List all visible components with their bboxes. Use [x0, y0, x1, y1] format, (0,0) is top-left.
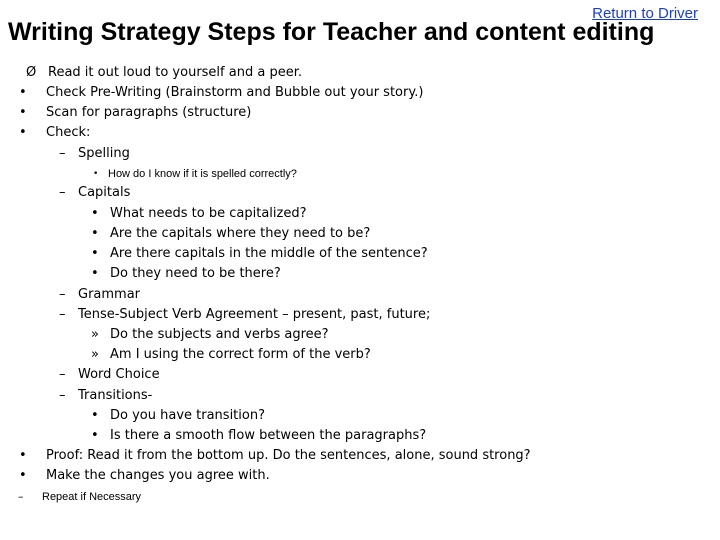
dash-icon: –	[59, 185, 66, 200]
return-to-driver-link[interactable]: Return to Driver	[592, 5, 698, 22]
list-item-text: Word Choice	[78, 367, 160, 382]
list-item-text: Capitals	[78, 185, 131, 200]
bullet-icon: •	[91, 246, 99, 261]
dash-icon: –	[59, 388, 66, 403]
bullet-icon: •	[19, 448, 27, 463]
bullet-icon: •	[19, 105, 27, 120]
list-item-text: Transitions-	[78, 388, 153, 403]
list-item-text: Are the capitals where they need to be?	[110, 226, 371, 241]
chevron-bullet-icon: »	[91, 327, 99, 342]
list-item-text: Do the subjects and verbs agree?	[110, 327, 329, 342]
bullet-icon: •	[19, 85, 27, 100]
list-item-text: Repeat if Necessary	[42, 491, 142, 503]
list-item-text: Check Pre-Writing (Brainstorm and Bubble out your story.)	[46, 85, 424, 100]
bullet-icon: •	[91, 428, 99, 443]
bullet-icon: •	[19, 468, 27, 483]
dash-icon: –	[59, 367, 66, 382]
bullet-icon: •	[91, 226, 99, 241]
chevron-bullet-icon: »	[91, 347, 99, 362]
bullet-icon: •	[91, 266, 99, 281]
list-item-text: Do they need to be there?	[110, 266, 281, 281]
list-item-text: Tense-Subject Verb Agreement – present, past, future;	[78, 307, 431, 322]
list-item-text: Check:	[46, 125, 91, 140]
list-item-text: How do I know if it is spelled correctly?	[108, 168, 297, 180]
list-item-text: Spelling	[78, 146, 130, 161]
bullet-icon: •	[93, 169, 99, 179]
dash-icon: –	[59, 307, 66, 322]
dash-icon: –	[59, 146, 66, 161]
list-item-text: Make the changes you agree with.	[46, 468, 270, 483]
list-item-text: Do you have transition?	[110, 408, 265, 423]
list-item-text: Are there capitals in the middle of the sentence?	[110, 246, 428, 261]
bullet-icon: •	[91, 206, 99, 221]
dash-icon: –	[59, 287, 66, 302]
bullet-icon: •	[19, 125, 27, 140]
list-item-text: Proof: Read it from the bottom up. Do the sentences, alone, sound strong?	[46, 448, 531, 463]
arrow-bullet-icon: Ø	[26, 65, 37, 80]
dash-icon: –	[18, 490, 24, 503]
list-item-text: Is there a smooth flow between the paragraphs?	[110, 428, 427, 443]
list-item-text: Scan for paragraphs (structure)	[46, 105, 252, 120]
bullet-icon: •	[91, 408, 99, 423]
list-item-text: What needs to be capitalized?	[110, 206, 307, 221]
list-item-text: Grammar	[78, 287, 141, 302]
list-item-text: Read it out loud to yourself and a peer.	[48, 65, 302, 80]
slide-title: Writing Strategy Steps for Teacher and content editing	[8, 18, 655, 46]
list-item-text: Am I using the correct form of the verb?	[110, 347, 371, 362]
